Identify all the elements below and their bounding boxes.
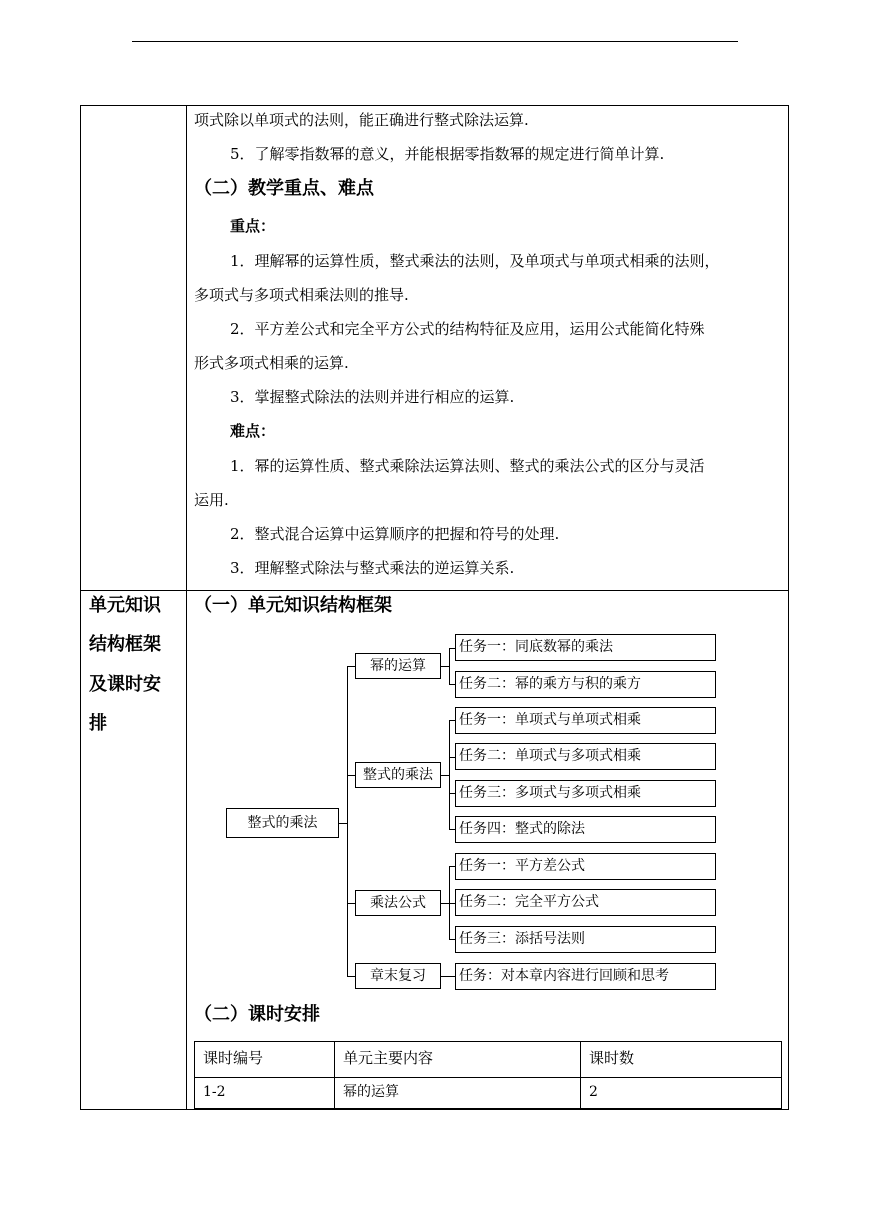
section-title-schedule: （二）课时安排 — [194, 1004, 320, 1025]
side-label-line4: 排 — [89, 713, 107, 734]
branch-multiplication-formulas: 乘法公式 — [355, 890, 441, 916]
connector — [339, 823, 347, 824]
task-box: 任务一：同底数幂的乘法 — [455, 634, 716, 661]
branch-polynomial-multiplication: 整式的乘法 — [355, 762, 441, 788]
connector — [449, 720, 450, 830]
key-point-2-line2: 形式多项式相乘的运算. — [194, 354, 349, 372]
objective-5: 5．了解零指数幂的意义，并能根据零指数幂的规定进行简单计算. — [230, 145, 665, 163]
schedule-table — [194, 1041, 782, 1109]
key-point-1-line1: 1．理解幂的运算性质，整式乘法的法则，及单项式与单项式相乘的法则， — [230, 252, 720, 270]
branch-power-operations: 幂的运算 — [355, 653, 441, 679]
key-point-2-line1: 2．平方差公式和完全平方公式的结构特征及应用，运用公式能简化特殊 — [230, 320, 705, 338]
connector — [441, 775, 449, 776]
task-box: 任务四：整式的除法 — [455, 816, 716, 843]
table-header-lesson-number: 课时编号 — [203, 1049, 264, 1067]
task-box: 任务二：完全平方公式 — [455, 889, 716, 916]
diagram-root: 整式的乘法 — [226, 808, 339, 838]
table-col-divider — [580, 1042, 581, 1108]
header-rule — [132, 41, 738, 42]
table-header-main-content: 单元主要内容 — [343, 1049, 434, 1067]
task-box: 任务二：单项式与多项式相乘 — [455, 743, 716, 770]
task-box: 任务二：幂的乘方与积的乘方 — [455, 671, 716, 698]
connector — [347, 666, 355, 667]
difficulty-1-line1: 1．幂的运算性质、整式乘除法运算法则、整式的乘法公式的区分与灵活 — [230, 457, 705, 475]
task-box: 任务三：多项式与多项式相乘 — [455, 780, 716, 807]
table-cell: 2 — [589, 1084, 598, 1100]
connector — [441, 903, 449, 904]
task-box: 任务一：单项式与单项式相乘 — [455, 707, 716, 734]
section-heading-key-points: （二）教学重点、难点 — [194, 178, 374, 199]
difficulty-1-line2: 运用. — [194, 491, 229, 509]
row-divider — [81, 590, 788, 591]
connector — [441, 976, 449, 977]
table-row-divider — [195, 1077, 781, 1078]
connector — [441, 666, 449, 667]
table-cell: 幂的运算 — [343, 1084, 399, 1100]
lesson-plan-table — [80, 105, 789, 1110]
key-point-3: 3．掌握整式除法的法则并进行相应的运算. — [230, 388, 515, 406]
task-box: 任务三：添括号法则 — [455, 926, 716, 953]
difficulty-3: 3．理解整式除法与整式乘法的逆运算关系. — [230, 559, 515, 577]
connector — [347, 775, 355, 776]
section-title-structure: （一）单元知识结构框架 — [194, 595, 392, 616]
task-box: 任务一：平方差公式 — [455, 853, 716, 880]
difficulties-label: 难点： — [230, 422, 276, 440]
side-label-line2: 结构框架 — [89, 634, 161, 655]
key-point-1-line2: 多项式与多项式相乘法则的推导. — [194, 286, 409, 304]
connector — [347, 666, 348, 977]
table-header-lesson-count: 课时数 — [589, 1049, 635, 1067]
column-divider — [186, 106, 187, 1109]
key-points-label: 重点： — [230, 217, 276, 235]
side-label-line1: 单元知识 — [89, 595, 161, 616]
objective-5-continuation: 项式除以单项式的法则，能正确进行整式除法运算. — [194, 111, 529, 129]
difficulty-2: 2．整式混合运算中运算顺序的把握和符号的处理. — [230, 525, 560, 543]
table-col-divider — [334, 1042, 335, 1108]
connector — [347, 903, 355, 904]
task-box: 任务：对本章内容进行回顾和思考 — [455, 963, 716, 990]
connector — [347, 976, 355, 977]
connector — [449, 648, 450, 685]
table-cell: 1-2 — [203, 1084, 226, 1100]
branch-chapter-review: 章末复习 — [355, 963, 441, 989]
side-label-line3: 及课时安 — [89, 674, 161, 695]
